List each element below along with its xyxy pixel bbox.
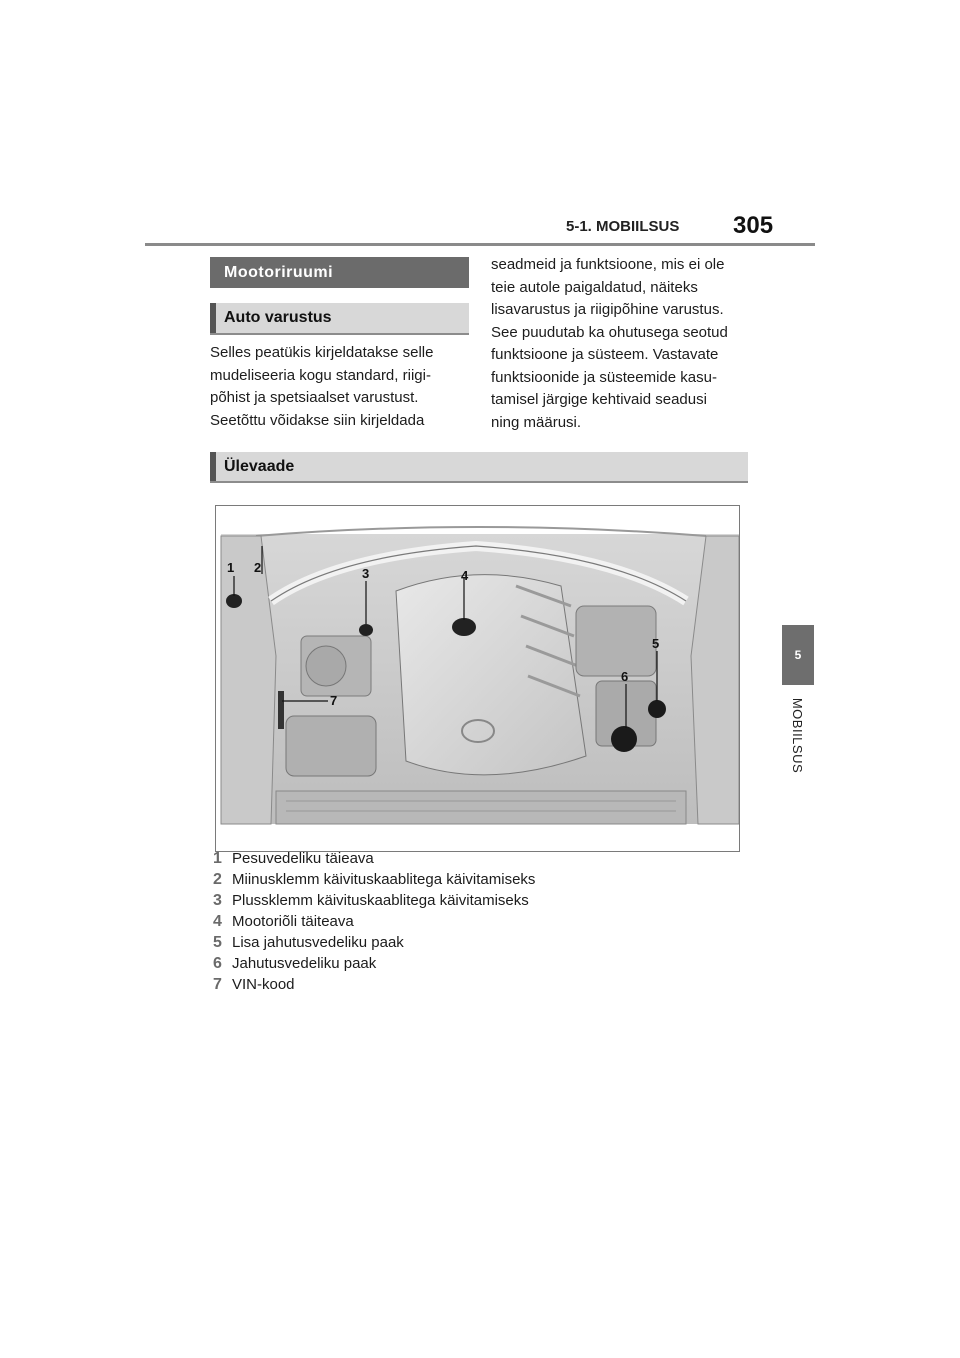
legend-item (213, 955, 535, 976)
legend-text: Plussklemm käivituskaablitega käivitamiseks (232, 892, 529, 909)
legend-item (213, 892, 535, 913)
legend-number: 3 (213, 892, 222, 909)
legend-item (213, 934, 535, 955)
legend-item (213, 913, 535, 934)
heading-main-text: Mootoriruumi (224, 263, 334, 281)
heading-engine-compartment (210, 257, 469, 288)
legend-number: 6 (213, 955, 222, 972)
legend-text: Lisa jahutusvedeliku paak (232, 934, 404, 951)
text-line: seadmeid ja funktsioone, mis ei ole (491, 256, 725, 273)
text-line: ning määrusi. (491, 413, 582, 431)
heading-sub2-text: Ülevaade (224, 457, 295, 475)
heading-vehicle-equipment (210, 303, 469, 335)
text-line: tamisel järgige kehtivaid seadusi (491, 391, 707, 408)
text-line: funktsioone ja süsteem. Vastavate (491, 346, 719, 363)
legend-text: Jahutusvedeliku paak (232, 955, 377, 972)
legend-text: Miinusklemm käivituskaablitega käivitamiseks (232, 871, 536, 888)
callout-6: 6 (621, 669, 629, 684)
heading-accent-bar (210, 452, 216, 481)
engine-bay-drawing (216, 506, 739, 851)
callout-2: 2 (254, 560, 262, 575)
legend-number: 4 (213, 913, 222, 930)
text-line: mudeliseeria kogu standard, riigi- (210, 366, 431, 384)
text-line: Selles peatükis kirjeldatakse selle (210, 344, 434, 361)
legend-item (213, 850, 535, 871)
engine-bay-illustration (215, 505, 740, 852)
intro-paragraph-left (210, 342, 472, 432)
legend-item (213, 976, 535, 997)
callout-5: 5 (652, 636, 660, 651)
page-number: 305 (733, 212, 774, 239)
chapter-label-text: MOBIILSUS (790, 697, 806, 773)
callout-1: 1 (227, 560, 235, 575)
legend-text: VIN-kood (232, 976, 295, 993)
legend-item (213, 871, 535, 892)
intro-paragraph-right (491, 254, 753, 434)
text-line: lisavarustus ja riigipõhine varustus. (491, 301, 724, 318)
figure-legend (213, 850, 535, 997)
callout-7: 7 (330, 693, 338, 708)
chapter-label (783, 690, 813, 780)
legend-number: 7 (213, 976, 222, 993)
heading-sub1-text: Auto varustus (224, 309, 332, 326)
section-title: 5-1. MOBIILSUS (566, 218, 680, 235)
legend-text: Pesuvedeliku täieava (232, 850, 374, 867)
legend-text: Mootoriõli täiteava (232, 913, 354, 930)
text-line: teie autole paigaldatud, näiteks (491, 278, 698, 296)
legend-number: 2 (213, 871, 222, 888)
legend-number: 5 (213, 934, 222, 951)
chapter-tab[interactable] (782, 625, 814, 685)
heading-accent-bar (210, 303, 216, 333)
chapter-number: 5 (794, 648, 802, 662)
text-line: See puudutab ka ohutusega seotud (491, 323, 728, 341)
callout-3: 3 (362, 566, 370, 581)
text-line: põhist ja spetsiaalset varustust. (210, 389, 419, 406)
heading-overview (210, 452, 748, 483)
text-line: funktsioonide ja süsteemide kasu- (491, 368, 717, 386)
text-line: Seetõttu võidakse siin kirjeldada (210, 411, 425, 429)
legend-number: 1 (213, 850, 222, 867)
callout-4: 4 (461, 568, 469, 583)
header-divider (145, 243, 815, 246)
